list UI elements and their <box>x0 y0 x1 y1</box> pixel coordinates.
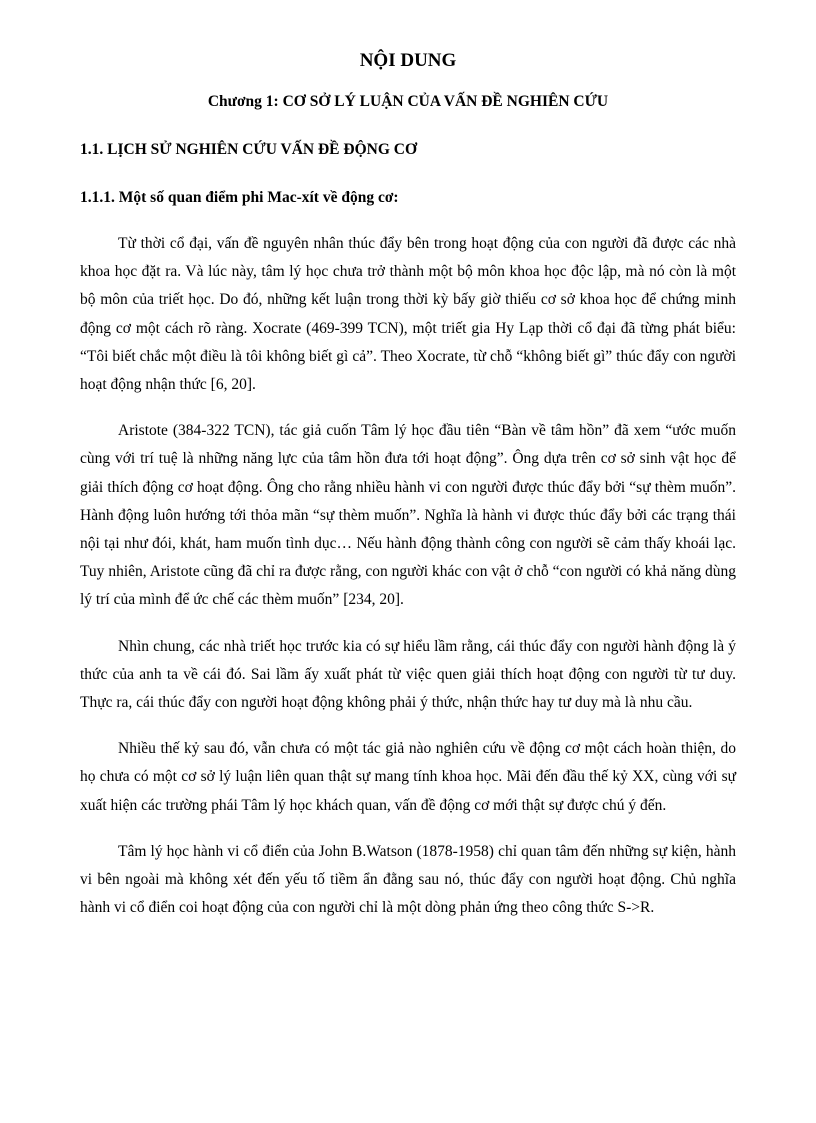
paragraph-3: Nhìn chung, các nhà triết học trước kia có sự hiểu lầm rằng, cái thúc đẩy con người hành động là ý thức của anh ta về cái đó. Sai lầm ấy xuất phát từ việc quen giải thích hoạt động con người từ tư duy. Thực ra, cái thúc đẩy con người hoạt động không phải ý thức, nhận thức hay tư duy mà là nhu cầu. <box>80 637 736 712</box>
chapter-heading: Chương 1: CƠ SỞ LÝ LUẬN CỦA VẤN ĐỀ NGHIÊN CỨU <box>207 93 609 110</box>
paragraph-2: Aristote (384-322 TCN), tác giả cuốn Tâm lý học đầu tiên “Bàn về tâm hồn” đã xem “ước muốn cùng với trí tuệ là những năng lực của tâm hồn đưa tới hoạt động”. Ông dựa trên cơ sở sinh vật học để giải thích động cơ hoạt động. Ông cho rằng nhiều hành vi con người được thúc đẩy bởi “sự thèm muốn”. Hành động luôn hướng tới thỏa mãn “sự thèm muốn”. Nghĩa là hành vi được thúc đẩy bởi các trạng thái nội tại như đói, khát, ham muốn tình dục… Nếu hành động thành công con người sẽ cảm thấy khoái lạc. Tuy nhiên, Aristote cũng đã chỉ ra được rằng, con người khác con vật ở chỗ “con người có khả năng dùng lý trí của mình để ức chế các thèm muốn” [234, 20]. <box>80 422 736 609</box>
document-page <box>80 50 736 940</box>
subsection-heading: 1.1.1. Một số quan điểm phi Mac-xít về động cơ: <box>80 189 399 206</box>
paragraph-5: Tâm lý học hành vi cổ điển của John B.Watson (1878-1958) chỉ quan tâm đến những sự kiện, hành vi bên ngoài mà không xét đến yếu tố tiềm ẩn đằng sau nó, thúc đẩy con người hoạt động. Chủ nghĩa hành vi cổ điển coi hoạt động của con người chỉ là một dòng phản ứng theo công thức S->R. <box>80 842 736 917</box>
paragraph-1: Từ thời cổ đại, vấn đề nguyên nhân thúc đẩy bên trong hoạt động của con người đã được các nhà khoa học đặt ra. Và lúc này, tâm lý học chưa trở thành một bộ môn khoa học độc lập, mà nó còn là một bộ môn của triết học. Do đó, những kết luận trong thời kỳ bấy giờ thiếu cơ sở khoa học để chứng minh động cơ một cách rõ ràng. Xocrate (469-399 TCN), một triết gia Hy Lạp thời cổ đại đã từng phát biểu: “Tôi biết chắc một điều là tôi không biết gì cả”. Theo Xocrate, từ chỗ “không biết gì” thúc đẩy con người hoạt động nhận thức [6, 20]. <box>80 235 736 394</box>
document-title: NỘI DUNG <box>359 50 457 71</box>
paragraph-4: Nhiều thế kỷ sau đó, vẫn chưa có một tác giả nào nghiên cứu về động cơ một cách hoàn thiện, do họ chưa có một cơ sở lý luận liên quan thật sự mang tính khoa học. Mãi đến đầu thế kỷ XX, cùng với sự xuất hiện các trường phái Tâm lý học khách quan, vấn đề động cơ mới thật sự được chú ý đến. <box>80 740 736 814</box>
section-heading: 1.1. LỊCH SỬ NGHIÊN CỨU VẤN ĐỀ ĐỘNG CƠ <box>80 141 418 158</box>
